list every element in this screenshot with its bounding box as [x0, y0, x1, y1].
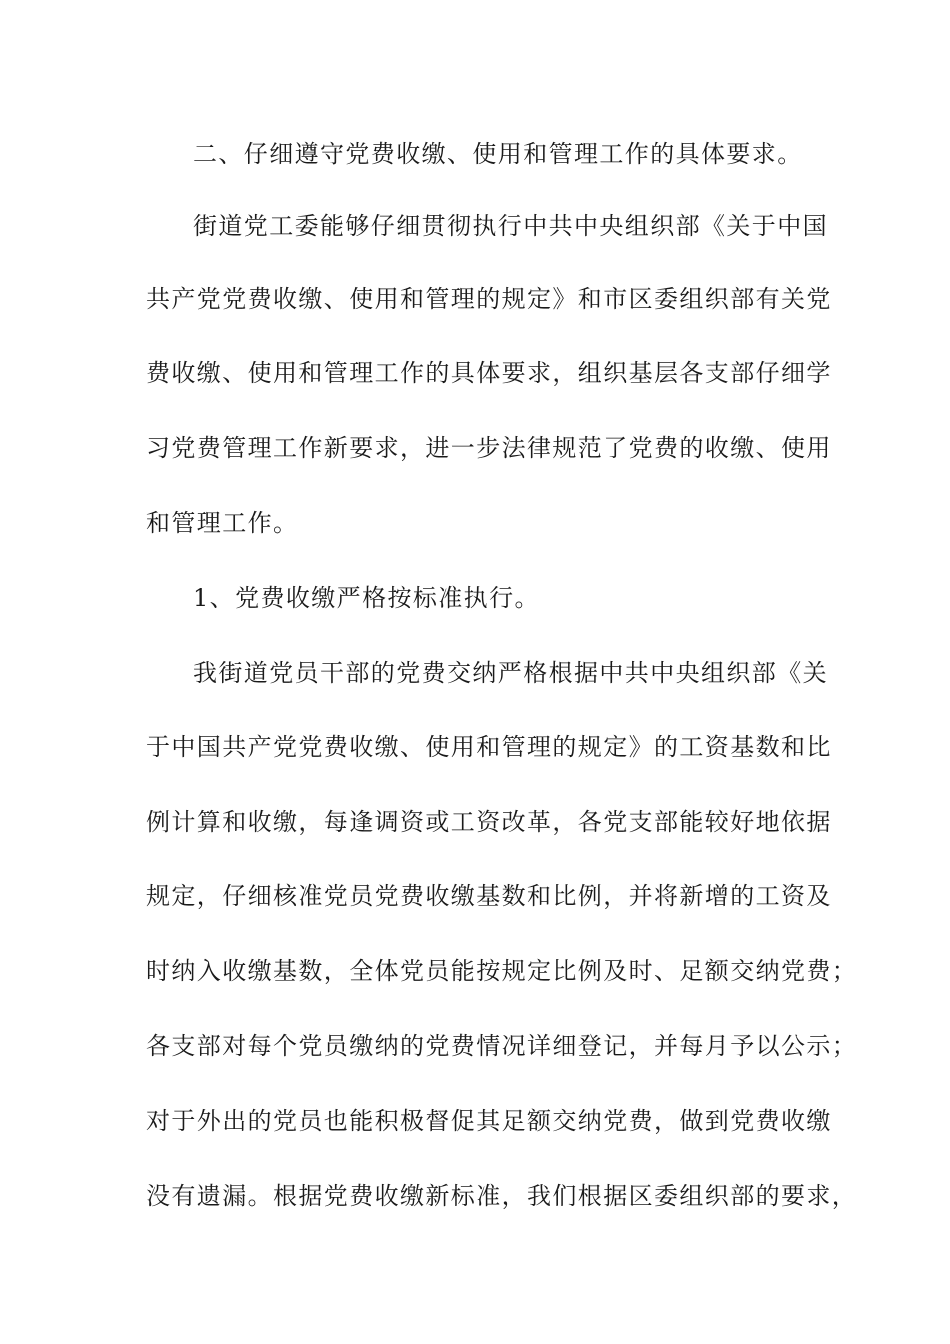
paragraph-line: 各支部对每个党员缴纳的党费情况详细登记，并每月予以公示；: [146, 1032, 858, 1060]
paragraph-line: 街道党工委能够仔细贯彻执行中共中央组织部《关于中国: [193, 212, 828, 240]
paragraph-line: 规定，仔细核准党员党费收缴基数和比例，并将新增的工资及: [146, 882, 832, 910]
paragraph-line: 例计算和收缴，每逢调资或工资改革，各党支部能较好地依据: [146, 808, 832, 836]
paragraph-line: 和管理工作。: [146, 509, 299, 537]
paragraph-line: 时纳入收缴基数，全体党员能按规定比例及时、足额交纳党费；: [146, 957, 858, 985]
subsection-heading-line: 1、党费收缴严格按标准执行。: [193, 584, 540, 612]
section-heading-line: 二、仔细遵守党费收缴、使用和管理工作的具体要求。: [193, 140, 803, 168]
paragraph-line: 对于外出的党员也能积极督促其足额交纳党费，做到党费收缴: [146, 1107, 832, 1135]
paragraph-line: 没有遗漏。根据党费收缴新标准，我们根据区委组织部的要求，: [146, 1182, 858, 1210]
paragraph-line: 我街道党员干部的党费交纳严格根据中共中央组织部《关: [193, 659, 828, 687]
paragraph-line: 习党费管理工作新要求，进一步法律规范了党费的收缴、使用: [146, 434, 832, 462]
paragraph-line: 共产党党费收缴、使用和管理的规定》和市区委组织部有关党: [146, 285, 832, 313]
paragraph-line: 于中国共产党党费收缴、使用和管理的规定》的工资基数和比: [146, 733, 832, 761]
paragraph-line: 费收缴、使用和管理工作的具体要求，组织基层各支部仔细学: [146, 359, 832, 387]
